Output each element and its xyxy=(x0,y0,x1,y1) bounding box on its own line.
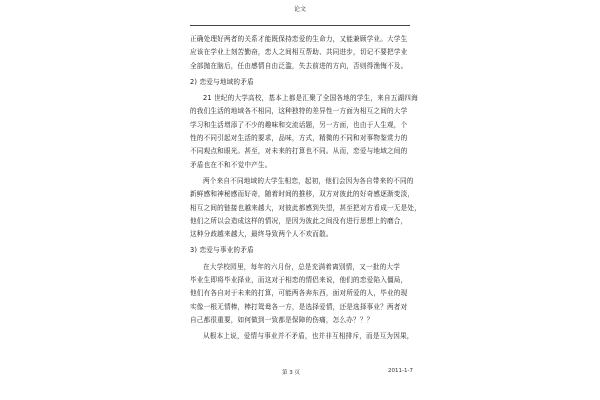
text-line: 新鲜感和神秘感而好奇，随着时间的推移，双方对彼此的好奇感逐渐变淡， xyxy=(190,190,415,199)
text-line: 相互之间的链接也越来越大，对彼此都感到失望，甚至把对方看成一无是处， xyxy=(190,203,421,212)
text-line: 毕业生即将毕业择业，而这对于相恋的情侣来说，他们的恋爱陷入僵局， xyxy=(190,276,408,285)
section-heading: 3) 恋爱与事业的矛盾 xyxy=(190,246,254,255)
text-line: 正确处理好两者的关系才能既保持恋爱的生命力，又能兼顾学业。大学生 xyxy=(190,35,408,43)
text-line: 这种分歧越来越大，最终导致两个人不欢而散。 xyxy=(190,230,333,239)
para-region-1 xyxy=(190,92,418,172)
text-line: 性的不同引起对生活的要求，品味，方式，精微的不同和对事物鉴赏力的 xyxy=(190,134,408,143)
footer-date: 2011-1-7 xyxy=(388,368,413,374)
body-text xyxy=(190,33,421,344)
para-region-2 xyxy=(190,175,421,241)
text-line: 学习和生活增添了不少的趣味和交流话题，另一方面，也由于人生观，个 xyxy=(190,120,408,129)
text-line: 实像一根无情棒，棒打鸳鸯各一方，是选择爱情，还是选择事业？两者对 xyxy=(190,302,408,311)
header-rule xyxy=(190,25,410,26)
text-line: 全部抛在脑后，任由感情自由泛滥，失去前进的方向，否则得渔悔不及。 xyxy=(190,61,408,70)
heading-3 xyxy=(190,244,412,257)
text-line: 自己都很重要，如何做到一致都是保障的伤痛，怎么办？？？ xyxy=(190,315,374,324)
para-career-2 xyxy=(190,330,412,343)
text-line: 21 世纪的大学高校，基本上都是汇聚了全国各地的学生，来自五湖四海 xyxy=(203,94,418,103)
heading-2 xyxy=(190,76,412,89)
running-header: 论文 xyxy=(293,6,306,13)
text-line: 不同观点和眼光。甚至，对未来的打算也不同。从而，恋爱与地域之间的 xyxy=(190,147,408,156)
para-intro xyxy=(190,33,412,73)
text-line: 在大学校园里，每年的六月份，总是充满着离别情，又一批的大学 xyxy=(203,262,401,271)
text-line: 应该在学业上刻苦勤奋，恋人之间相互帮助、共同进步，切记不要把学业 xyxy=(190,48,408,57)
text-line: 矛盾也在不和不觉中产生。 xyxy=(190,160,272,169)
text-line: 从根本上说，爱情与事业并不矛盾，也并非互相排斥，而是互为因果， xyxy=(203,332,414,341)
text-line: 他们之所以会造成这样的情况，是因为彼此之间没有进行思想上的磨合， xyxy=(190,216,408,225)
text-line: 两个来自不同地域的大学生相恋，起初，他们会因为各自带来的不同的 xyxy=(203,176,414,185)
text-line: 的我们生活的地域各不相同，这种独特的差异性一方面为相互之间的大学 xyxy=(190,107,408,116)
section-heading: 2) 恋爱与地域的矛盾 xyxy=(190,77,254,86)
para-career-1 xyxy=(190,261,412,327)
text-line: 他们有各自对于未来的打算，可能两各奔东西，面对所爱的人，毕业的现 xyxy=(190,289,408,298)
page-number: 第 3 页 xyxy=(282,370,300,376)
